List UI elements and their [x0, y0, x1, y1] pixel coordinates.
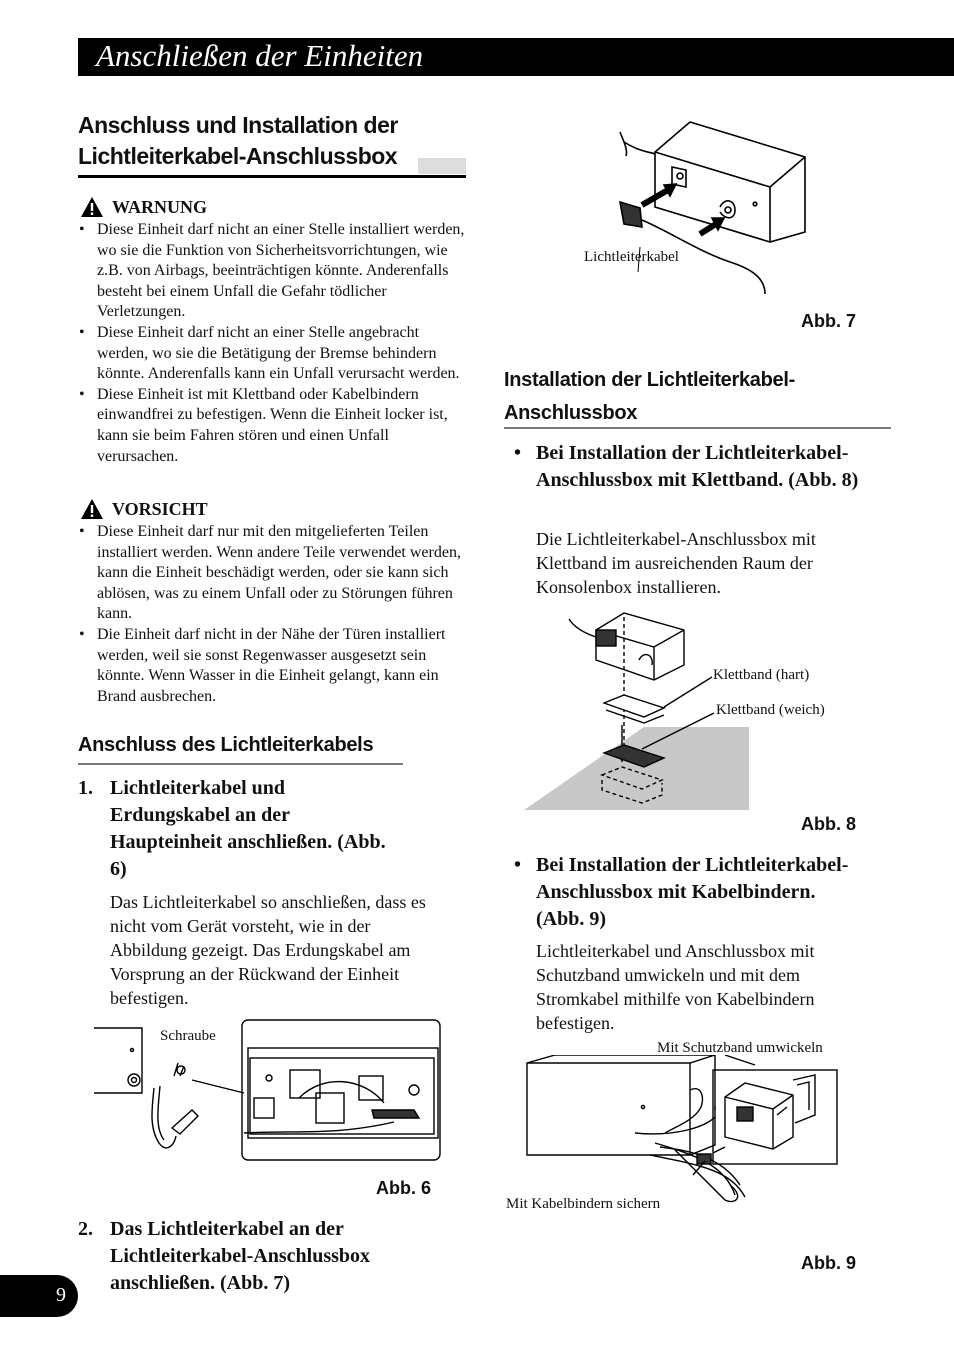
fig9-caption-wrap: Mit Schutzband umwickeln — [657, 1040, 823, 1056]
figure-7-illustration — [580, 112, 810, 297]
list-item: • Diese Einheit darf nicht an einer Stelle installiert werden, wo sie die Funktion von Sicherheitsvorrichtungen, wie z.B. von Airbags, beeinträchtigen könnte. Anderenfalls besteht bei einem Unfall die Gefahr tödlicher Verletzungen. — [79, 220, 467, 323]
caution-list — [79, 522, 467, 707]
fig9-caption-tie: Mit Kabelbindern sichern — [506, 1196, 661, 1212]
list-item: • Diese Einheit darf nicht an einer Stelle angebracht werden, wo sie die Betätigung der Bremse behindern könnte. Anderenfalls kann ein Unfall verursacht werden. — [79, 323, 467, 385]
step-number: 2. — [78, 1218, 93, 1240]
fig9-label: Abb. 9 — [801, 1253, 857, 1273]
install-rule — [504, 427, 891, 429]
fig8-label: Abb. 8 — [801, 814, 857, 834]
chapter-header-bar — [78, 38, 954, 76]
list-item: • Diese Einheit darf nur mit den mitgelieferten Teilen installiert werden. Wenn andere Teile verwendet werden, kann die Einheit beschädigt werden, oder sie kann sich ablösen, was zu einem Unfall oder zu Störungen führen kann. — [79, 522, 467, 625]
heading-rule — [78, 175, 466, 178]
fig6-label: Abb. 6 — [376, 1178, 432, 1198]
install-heading: Installation der Lichtleiterkabel-Anschlussbox — [504, 369, 795, 424]
page-number-tab — [0, 1275, 78, 1317]
warning-icon — [80, 196, 104, 218]
step-number: 1. — [78, 777, 93, 799]
section-heading: Anschluss und Installation der Lichtleiterkabel-Anschlussbox — [78, 112, 398, 169]
fig7-label: Abb. 7 — [801, 311, 857, 331]
step-title: Lichtleiterkabel und Erdungskabel an der Haupteinheit anschließen. (Abb. 6) — [110, 777, 386, 880]
fig8-caption-hard: Klettband (hart) — [713, 667, 810, 683]
heading-shade — [418, 158, 466, 174]
step-title: Das Lichtleiterkabel an der Lichtleiterkabel-Anschlussbox anschließen. (Abb. 7) — [110, 1218, 371, 1294]
fig8-caption-soft: Klettband (weich) — [716, 702, 825, 718]
warning-list — [79, 220, 467, 467]
fig7-caption-cable: Lichtleiterkabel — [584, 249, 679, 265]
figure-6-illustration — [94, 1018, 444, 1163]
step-1-body: Das Lichtleiterkabel so anschließen, dass es nicht vom Gerät vorsteht, wie in der Abbildung gezeigt. Das Erdungskabel am Vorsprung an der Rückwand der Einheit befestigen. — [110, 892, 426, 1008]
list-item: • Die Einheit darf nicht in der Nähe der Türen installiert werden, weil sie sonst Regenwasser ausgesetzt sein könnte. Wenn Wasser in die Einheit gelangt, kann ein Brand ausbrechen. — [79, 625, 467, 707]
warning-heading — [80, 196, 207, 218]
caution-label: VORSICHT — [112, 498, 208, 519]
caution-icon — [80, 498, 104, 520]
subsection-heading: Anschluss des Lichtleiterkabels — [78, 734, 374, 756]
bullet-title: Bei Installation der Lichtleiterkabel-Anschlussbox mit Kabelbindern. (Abb. 9) — [536, 854, 849, 930]
bullet-velcro-body: Die Lichtleiterkabel-Anschlussbox mit Klettband im ausreichenden Raum der Konsolenbox installieren. — [536, 529, 816, 597]
list-item: • Diese Einheit ist mit Klettband oder Kabelbindern einwandfrei zu befestigen. Wenn die Einheit locker ist, kann sie beim Fahren stören und einen Unfall verursachen. — [79, 385, 467, 467]
figure-8-illustration — [524, 605, 884, 810]
page-number: 9 — [56, 1284, 66, 1306]
chapter-title: Anschließen der Einheiten — [96, 38, 424, 73]
caution-heading — [80, 498, 208, 520]
bullet-title: Bei Installation der Lichtleiterkabel-Anschlussbox mit Klettband. (Abb. 8) — [536, 442, 859, 491]
figure-9-illustration — [525, 1055, 845, 1205]
fig6-caption-screw: Schraube — [160, 1028, 216, 1044]
warning-label: WARNUNG — [112, 196, 208, 217]
subsection-rule — [78, 763, 403, 765]
bullet-cable-tie-body: Lichtleiterkabel und Anschlussbox mit Schutzband umwickeln und mit dem Stromkabel mithilfe von Kabelbindern befestigen. — [536, 941, 815, 1033]
